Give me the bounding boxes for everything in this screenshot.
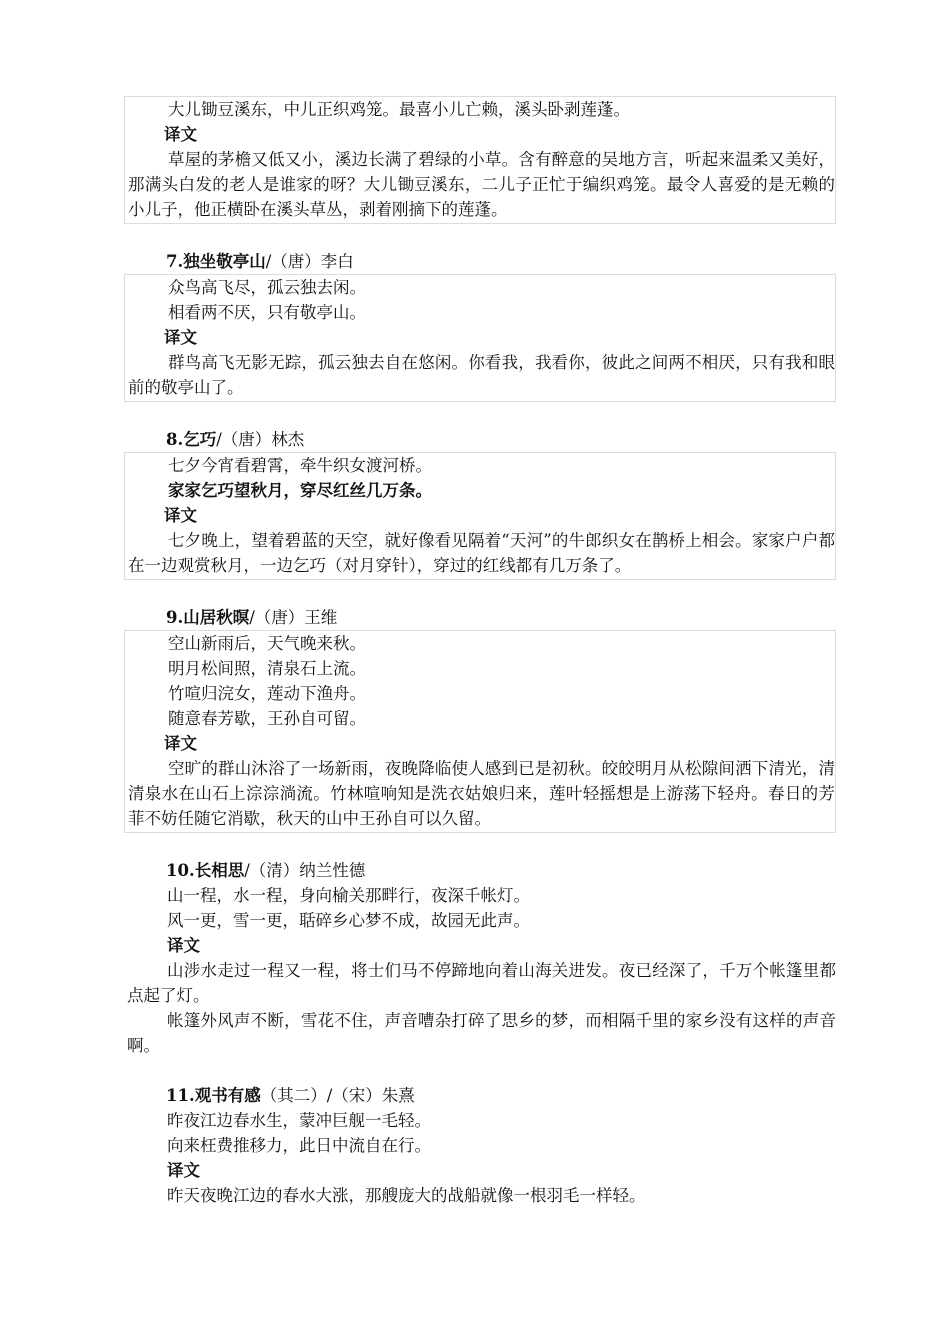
document-page [124,96,836,1208]
poem-line: 相看两不厌，只有敬亭山。 [168,303,366,322]
poem-box-9 [124,630,836,833]
poem-line: 大儿锄豆溪东，中儿正织鸡笼。最喜小儿亡赖，溪头卧剥莲蓬。 [168,100,630,119]
poem-block-10 [124,883,836,1058]
poem-line: 随意春芳歇，王孙自可留。 [168,709,366,728]
poem-title: 10.长相思 [166,861,245,880]
poem-title: 7.独坐敬亭山 [166,252,266,271]
poem-box-6 [124,96,836,224]
poem-title: 11.观书有感 [166,1086,261,1105]
translation-text: 山涉水走过一程又一程，将士们马不停蹄地向着山海关进发。夜已经深了，千万个帐篷里都点起了灯。 [127,961,836,1005]
poem-line: 向来枉费推移力，此日中流自在行。 [167,1136,431,1155]
translation-text: 昨天夜晚江边的春水大涨，那艘庞大的战船就像一根羽毛一样轻。 [167,1186,646,1205]
translation-label: 译文 [167,936,200,955]
poem-line: 山一程，水一程，身向榆关那畔行，夜深千帐灯。 [167,886,530,905]
poem-author: （其二）/（宋）朱熹 [260,1086,415,1105]
poem-title-10 [124,858,836,883]
poem-box-7 [124,274,836,402]
poem-line: 七夕今宵看碧霄，牵牛织女渡河桥。 [168,456,432,475]
poem-author: /（唐）林杰 [216,430,305,449]
poem-title-9 [124,605,836,630]
poem-line: 竹喧归浣女，莲动下渔舟。 [168,684,366,703]
translation-label: 译文 [164,506,197,525]
translation-label: 译文 [164,328,197,347]
translation-text: 草屋的茅檐又低又小，溪边长满了碧绿的小草。含有醉意的吴地方言，听起来温柔又美好，那满头白发的老人是谁家的呀？大儿锄豆溪东，二儿子正忙于编织鸡笼。最令人喜爱的是无赖的小儿子，他正横卧在溪头草丛，剥着刚摘下的莲蓬。 [128,150,835,219]
poem-block-11 [124,1108,836,1208]
poem-line: 空山新雨后，天气晚来秋。 [168,634,366,653]
translation-label: 译文 [164,125,197,144]
poem-author: /（唐）李白 [265,252,354,271]
poem-line: 昨夜江边春水生，蒙冲巨舰一毛轻。 [167,1111,431,1130]
translation-label: 译文 [167,1161,200,1180]
poem-author: /（清）纳兰性德 [244,861,366,880]
poem-title: 9.山居秋暝 [166,608,250,627]
translation-text: 七夕晚上，望着碧蓝的天空，就好像看见隔着“天河”的牛郎织女在鹊桥上相会。家家户户都在一边观赏秋月，一边乞巧（对月穿针），穿过的红线都有几万条了。 [128,531,835,575]
poem-title: 8.乞巧 [166,430,217,449]
poem-line: 众鸟高飞尽，孤云独去闲。 [168,278,366,297]
poem-author: /（唐）王维 [249,608,338,627]
translation-text: 帐篷外风声不断，雪花不住，声音嘈杂打碎了思乡的梦，而相隔千里的家乡没有这样的声音啊。 [127,1011,836,1055]
poem-line-highlighted: 家家乞巧望秋月，穿尽红丝几万条。 [168,481,432,500]
poem-box-8 [124,452,836,580]
poem-title-7 [124,249,836,274]
poem-title-11 [124,1083,836,1108]
translation-text: 群鸟高飞无影无踪，孤云独去自在悠闲。你看我，我看你，彼此之间两不相厌，只有我和眼前的敬亭山了。 [128,353,835,397]
translation-text: 空旷的群山沐浴了一场新雨，夜晚降临使人感到已是初秋。皎皎明月从松隙间洒下清光，清清泉水在山石上淙淙淌流。竹林喧响知是洗衣姑娘归来，莲叶轻摇想是上游荡下轻舟。春日的芳菲不妨任随它消歇，秋天的山中王孙自可以久留。 [128,759,835,828]
poem-line: 明月松间照，清泉石上流。 [168,659,366,678]
poem-line: 风一更，雪一更，聒碎乡心梦不成，故园无此声。 [167,911,530,930]
translation-label: 译文 [164,734,197,753]
poem-title-8 [124,427,836,452]
